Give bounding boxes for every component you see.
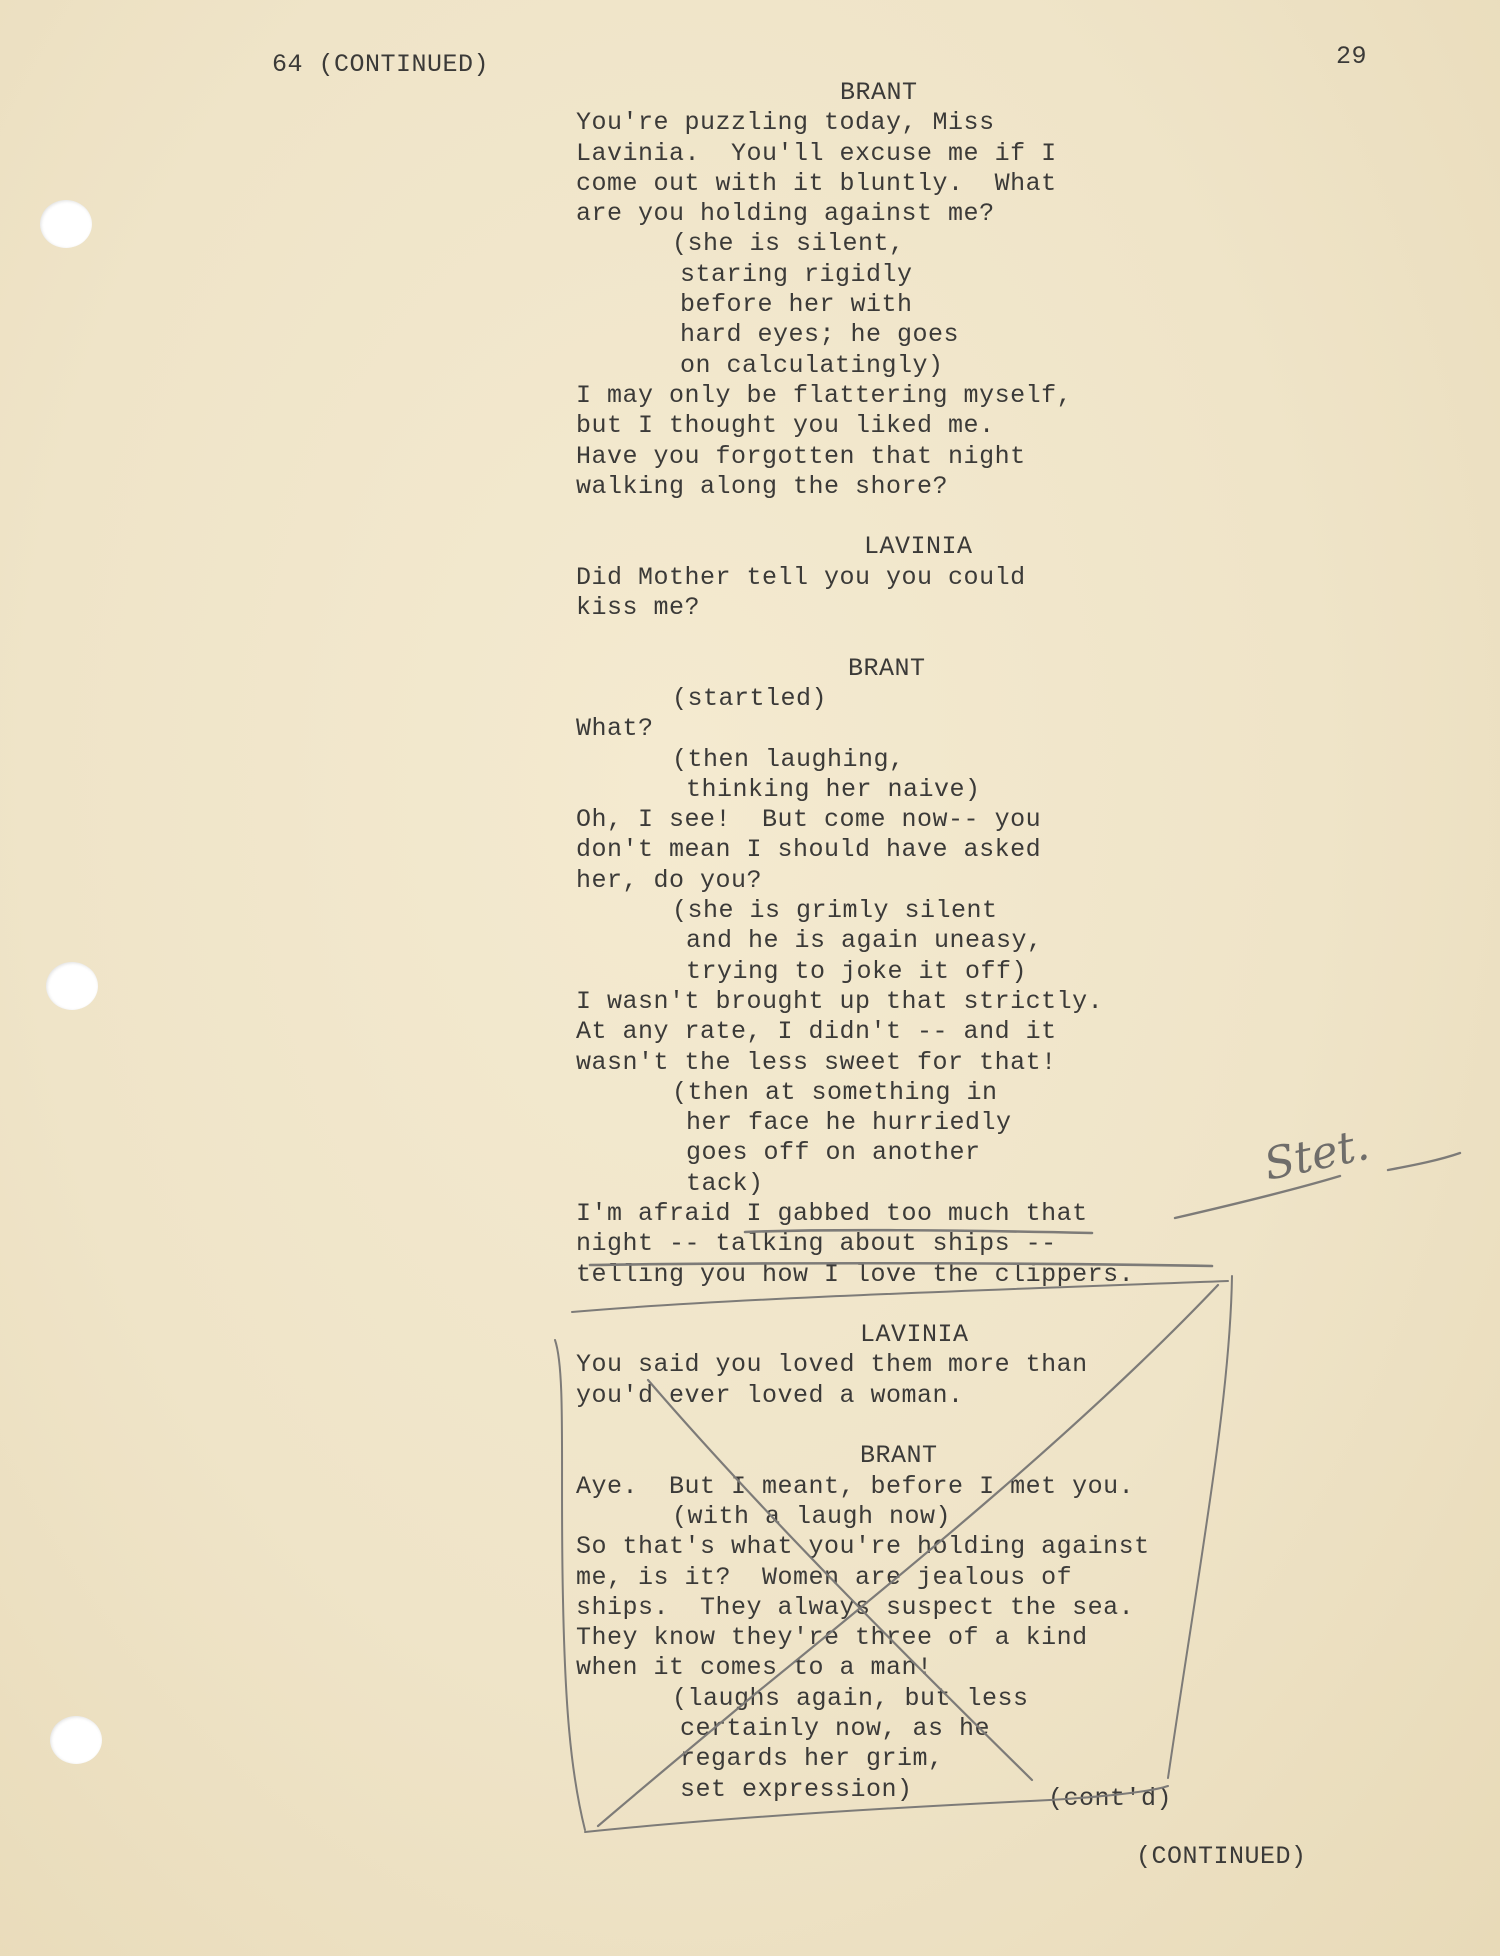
- dialogue-line: I wasn't brought up that strictly.: [576, 986, 1104, 1016]
- parenthetical-line: (then at something in: [672, 1077, 998, 1107]
- character-cue-lavinia: LAVINIA: [864, 532, 973, 562]
- character-cue-lavinia: LAVINIA: [860, 1320, 969, 1350]
- dialogue-line-struck: telling you how I love the clippers.: [576, 1259, 1135, 1289]
- note-leader-line: [1175, 1176, 1340, 1218]
- dialogue-line: At any rate, I didn't -- and it: [576, 1017, 1057, 1047]
- contd-marker: (cont'd): [1048, 1784, 1173, 1813]
- parenthetical-line: (startled): [672, 683, 828, 713]
- parenthetical-line: goes off on another: [686, 1138, 981, 1168]
- dialogue-line: you'd ever loved a woman.: [576, 1380, 964, 1410]
- parenthetical-line: tack): [686, 1168, 764, 1198]
- dialogue-line: I'm afraid I gabbed too much that: [576, 1198, 1088, 1228]
- scene-header: 64 (CONTINUED): [272, 50, 490, 79]
- character-cue-brant: BRANT: [860, 1441, 938, 1471]
- dialogue-line: I may only be flattering myself,: [576, 380, 1073, 410]
- dialogue-line-struck: night -- talking about ships --: [576, 1229, 1057, 1259]
- character-cue-brant: BRANT: [840, 78, 918, 107]
- margin-note-stet: Stet.: [1259, 1118, 1374, 1191]
- dialogue-line: So that's what you're holding against: [576, 1532, 1150, 1562]
- parenthetical-line: certainly now, as he: [680, 1714, 991, 1744]
- parenthetical-line: thinking her naive): [686, 774, 981, 804]
- dialogue-line: walking along the shore?: [576, 471, 949, 501]
- parenthetical-line: before her with: [680, 290, 913, 320]
- binder-hole-middle: [46, 962, 98, 1010]
- character-cue-brant: BRANT: [848, 653, 926, 683]
- parenthetical-line: (then laughing,: [672, 744, 905, 774]
- continued-footer: (CONTINUED): [1136, 1842, 1307, 1871]
- dialogue-line: come out with it bluntly. What: [576, 168, 1057, 198]
- box-right-edge: [1168, 1276, 1232, 1778]
- parenthetical-line: on calculatingly): [680, 350, 944, 380]
- dialogue-line: You said you loved them more than: [576, 1350, 1088, 1380]
- dialogue-line: They know they're three of a kind: [576, 1623, 1088, 1653]
- dialogue-line: ships. They always suspect the sea.: [576, 1592, 1135, 1622]
- dialogue-line: wasn't the less sweet for that!: [576, 1047, 1057, 1077]
- parenthetical-line: regards her grim,: [680, 1744, 944, 1774]
- dialogue-line: me, is it? Women are jealous of: [576, 1562, 1073, 1592]
- dialogue-line: kiss me?: [576, 593, 701, 623]
- parenthetical-line: set expression): [680, 1774, 913, 1804]
- dialogue-line: are you holding against me?: [576, 199, 995, 229]
- parenthetical-line: trying to joke it off): [686, 956, 1028, 986]
- dialogue-line: Did Mother tell you you could: [576, 562, 1026, 592]
- parenthetical-line: staring rigidly: [680, 259, 913, 289]
- note-dash: [1388, 1153, 1460, 1170]
- parenthetical-line: and he is again uneasy,: [686, 926, 1043, 956]
- binder-hole-top: [40, 200, 92, 248]
- dialogue-line: Aye. But I meant, before I met you.: [576, 1471, 1135, 1501]
- dialogue-line: You're puzzling today, Miss: [576, 108, 995, 138]
- dialogue-line: her, do you?: [576, 865, 763, 895]
- parenthetical-line: hard eyes; he goes: [680, 320, 960, 350]
- dialogue-line: don't mean I should have asked: [576, 835, 1042, 865]
- dialogue-line: Lavinia. You'll excuse me if I: [576, 138, 1057, 168]
- script-body: [576, 78, 1150, 1805]
- dialogue-line: Oh, I see! But come now-- you: [576, 805, 1042, 835]
- parenthetical-line: (laughs again, but less: [672, 1683, 1029, 1713]
- parenthetical-line: (with a laugh now): [672, 1501, 952, 1531]
- dialogue-line: Have you forgotten that night: [576, 441, 1026, 471]
- page-number: 29: [1336, 42, 1368, 71]
- dialogue-line: but I thought you liked me.: [576, 411, 995, 441]
- dialogue-line: What?: [576, 714, 654, 744]
- binder-hole-bottom: [50, 1716, 102, 1764]
- dialogue-line: when it comes to a man!: [576, 1653, 933, 1683]
- parenthetical-line: her face he hurriedly: [686, 1108, 1012, 1138]
- parenthetical-line: (she is silent,: [672, 229, 905, 259]
- parenthetical-line: (she is grimly silent: [672, 896, 998, 926]
